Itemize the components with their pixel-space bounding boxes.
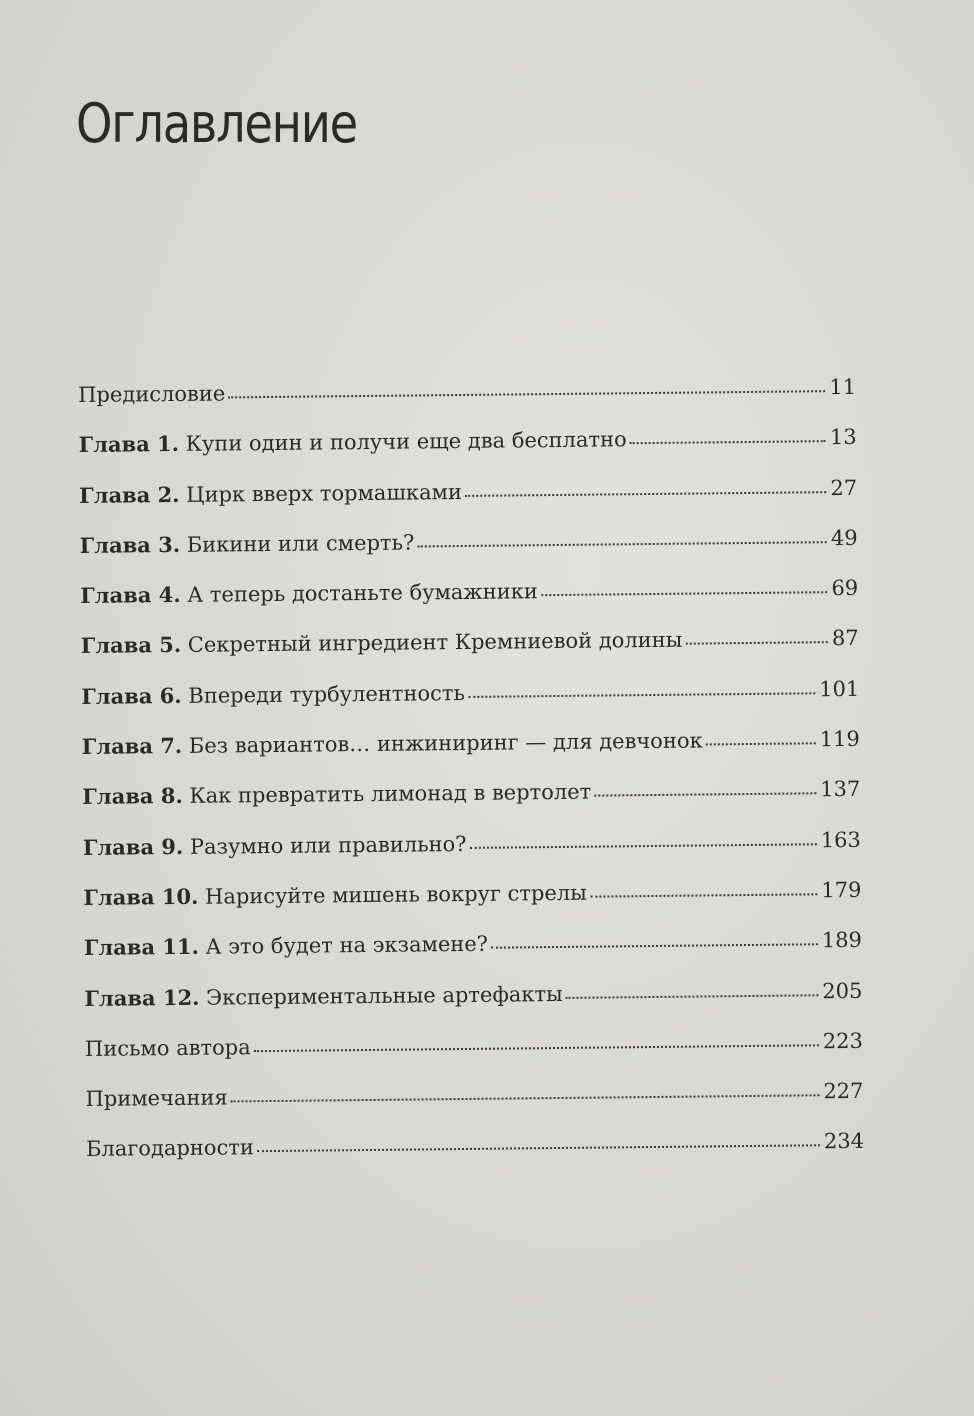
- dot-leader: [254, 1044, 819, 1052]
- toc-entry-text: [81, 680, 465, 709]
- toc-entry-text: [78, 380, 225, 407]
- dot-leader: [706, 742, 816, 745]
- toc-chapter-label: Глава 11.: [83, 934, 200, 961]
- toc-entry-text: [80, 578, 538, 608]
- toc-entry-text: [85, 1034, 251, 1061]
- toc-entry-title: А теперь достаньте бумажники: [187, 579, 538, 608]
- toc-entry: [82, 726, 860, 784]
- toc-page-number: 49: [830, 525, 858, 551]
- toc-entry: [78, 374, 856, 432]
- toc-entry-title: А это будет на экзамене?: [205, 932, 489, 959]
- toc-page-number: 179: [821, 877, 862, 903]
- toc-entry-text: [83, 880, 587, 910]
- toc-page-number: 11: [829, 374, 857, 400]
- toc-entry-text: [79, 479, 462, 508]
- toc-entry-title: Нарисуйте мишень вокруг стрелы: [204, 880, 588, 909]
- toc-chapter-label: Глава 10.: [83, 883, 199, 910]
- toc-chapter-label: Глава 9.: [82, 833, 184, 860]
- toc-entry: [85, 1028, 863, 1086]
- dot-leader: [566, 994, 819, 999]
- toc-page-number: 27: [830, 475, 858, 500]
- toc-entry-text: [84, 931, 488, 960]
- toc-page-number: 205: [822, 978, 863, 1003]
- dot-leader: [468, 692, 815, 698]
- toc-entry: [81, 625, 859, 683]
- toc-page-number: 189: [821, 928, 863, 953]
- toc-chapter-label: Глава 1.: [78, 431, 180, 458]
- toc-page-number: 69: [831, 576, 859, 601]
- toc-entry: [85, 1078, 863, 1136]
- toc-page-number: 87: [831, 626, 859, 651]
- toc-entry-text: [79, 427, 627, 458]
- toc-entry: [86, 1128, 864, 1186]
- toc-page-number: 13: [829, 425, 857, 450]
- toc-entry-text: [86, 1135, 254, 1162]
- toc-entry: [81, 676, 859, 734]
- toc-entry: [82, 776, 860, 834]
- toc-chapter-label: Глава 4.: [80, 582, 181, 609]
- toc-page-number: 163: [820, 827, 861, 852]
- dot-leader: [594, 793, 816, 797]
- toc-entry: [84, 927, 862, 985]
- dot-leader: [470, 843, 817, 849]
- toc-page-number: 137: [820, 777, 861, 802]
- toc-entry-text: [81, 627, 683, 658]
- toc-entry-title: Как превратить лимонад в вертолет: [189, 780, 592, 809]
- toc-entry: [80, 575, 858, 633]
- dot-leader: [231, 1094, 820, 1102]
- dot-leader: [491, 944, 818, 949]
- toc-page-number: 223: [822, 1028, 864, 1054]
- toc-entry: [80, 525, 858, 583]
- toc-entry-title: Предисловие: [78, 381, 226, 407]
- toc-entry-text: [82, 779, 591, 809]
- toc-chapter-label: Глава 7.: [81, 733, 183, 760]
- dot-leader: [590, 893, 817, 897]
- toc-page-number: 101: [819, 676, 860, 702]
- dot-leader: [630, 440, 826, 444]
- toc-entry: [83, 827, 861, 885]
- page-title: Оглавление: [76, 92, 357, 155]
- toc-page-number: 119: [819, 726, 860, 752]
- toc-entry-title: Благодарности: [85, 1135, 255, 1162]
- dot-leader: [465, 491, 827, 497]
- toc-entry-text: [80, 529, 415, 558]
- toc-entry-title: Разумно или правильно?: [189, 831, 467, 859]
- toc-chapter-label: Глава 12.: [84, 984, 200, 1011]
- toc-entry-title: Без вариантов… инжиниринг — для девчонок: [188, 728, 703, 758]
- toc-chapter-label: Глава 8.: [82, 783, 183, 810]
- toc-page-number: 227: [823, 1078, 864, 1104]
- toc-entry-title: Впереди турбулентность: [188, 680, 466, 708]
- dot-leader: [541, 591, 828, 596]
- toc-entry-title: Примечания: [85, 1085, 228, 1112]
- toc-entry-text: [84, 981, 563, 1011]
- toc-entry: [79, 424, 857, 482]
- toc-chapter-label: Глава 6.: [81, 682, 182, 709]
- toc-entry: [79, 474, 857, 532]
- toc-entry-text: [82, 728, 703, 760]
- toc-entry: [84, 977, 862, 1035]
- toc-page-number: 234: [823, 1129, 865, 1154]
- toc-entry-title: Письмо автора: [84, 1035, 251, 1061]
- toc-chapter-label: Глава 3.: [79, 531, 181, 558]
- toc-chapter-label: Глава 2.: [79, 481, 180, 508]
- toc-entry-title: Купи один и получи еще два бесплатно: [185, 427, 627, 457]
- dot-leader: [228, 390, 825, 398]
- toc-chapter-label: Глава 5.: [80, 632, 182, 659]
- toc-entry-title: Цирк вверх тормашками: [186, 479, 462, 507]
- toc-entry-text: [83, 831, 467, 860]
- dot-leader: [257, 1145, 820, 1153]
- dot-leader: [685, 642, 828, 645]
- toc-entry-title: Бикини или смерть?: [186, 530, 415, 557]
- dot-leader: [417, 541, 827, 547]
- toc-entry-title: Экспериментальные артефакты: [205, 981, 563, 1010]
- toc-entry: [83, 877, 861, 935]
- toc-entry-title: Секретный ингредиент Кремниевой долины: [187, 628, 683, 658]
- toc-entry-text: [85, 1085, 227, 1111]
- table-of-contents: [78, 374, 864, 1187]
